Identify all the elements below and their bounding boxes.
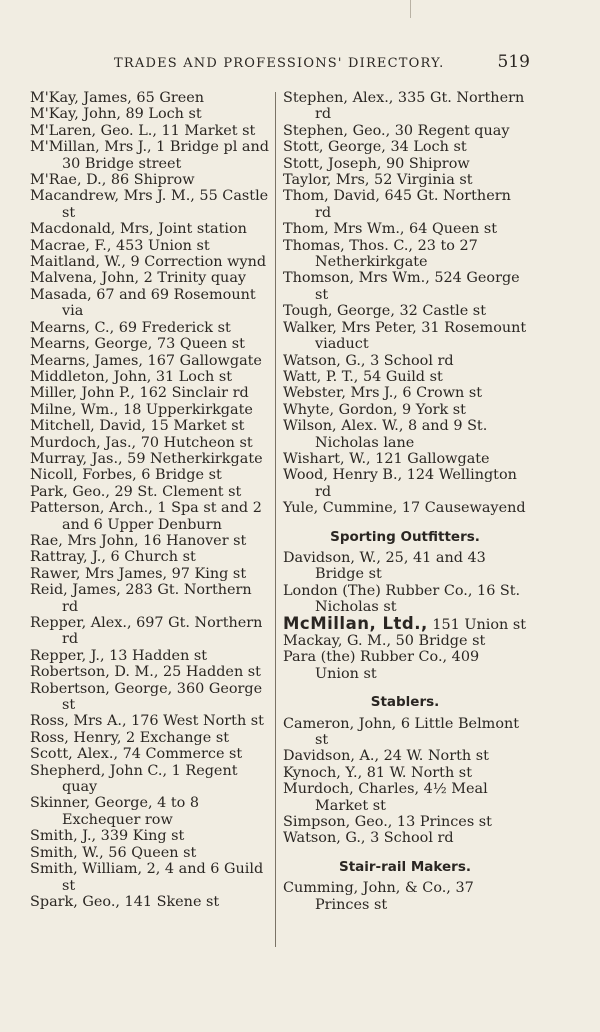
list-item: Smith, W., 56 Queen st bbox=[30, 844, 197, 861]
list-item: Stott, George, 34 Loch st bbox=[283, 139, 467, 156]
list-item: Macdonald, Mrs, Joint station bbox=[30, 221, 247, 238]
list-item: Murray, Jas., 59 Netherkirkgate bbox=[30, 450, 263, 467]
list-item: Taylor, Mrs, 52 Virginia st bbox=[283, 172, 473, 189]
list-item: Yule, Cummine, 17 Causewayend bbox=[283, 500, 526, 517]
mcmillan-address: 151 Union st bbox=[432, 616, 527, 633]
list-item: Robertson, George, 360 George st bbox=[30, 680, 263, 714]
page-number: 519 bbox=[497, 52, 530, 72]
list-item: Stephen, Alex., 335 Gt. Northern rd bbox=[283, 90, 525, 123]
list-item: Masada, 67 and 69 Rosemount via bbox=[30, 286, 256, 320]
list-item: Mearns, C., 69 Frederick st bbox=[30, 319, 231, 336]
list-item: Murdoch, Charles, 4½ Meal Market st bbox=[283, 781, 488, 814]
list-item: Mitchell, David, 15 Market st bbox=[30, 418, 245, 435]
list-item: M'Laren, Geo. L., 11 Market st bbox=[30, 122, 256, 139]
list-item: Watson, G., 3 School rd bbox=[283, 352, 454, 369]
list-item: Shepherd, John C., 1 Regent quay bbox=[30, 762, 238, 796]
list-item: Cameron, John, 6 Little Belmont st bbox=[283, 715, 520, 749]
list-item: Simpson, Geo., 13 Princes st bbox=[283, 814, 492, 831]
list-item: Scott, Alex., 74 Commerce st bbox=[30, 746, 243, 763]
list-item: M'Kay, John, 89 Loch st bbox=[30, 106, 202, 123]
list-item: Watson, G., 3 School rd bbox=[283, 830, 454, 847]
list-item: M'Rae, D., 86 Shiprow bbox=[30, 172, 195, 189]
list-item: Rae, Mrs John, 16 Hanover st bbox=[30, 532, 247, 549]
list-item: Thom, David, 645 Gt. Northern rd bbox=[283, 188, 511, 221]
list-item: Davidson, A., 24 W. North st bbox=[283, 748, 489, 765]
list-item: Repper, Alex., 697 Gt. Northern rd bbox=[30, 615, 263, 648]
list-item: Macandrew, Mrs J. M., 55 Castle st bbox=[30, 188, 269, 221]
list-item: Whyte, Gordon, 9 York st bbox=[283, 401, 466, 418]
list-item: M'Kay, James, 65 Green bbox=[30, 90, 204, 106]
list-item: Robertson, D. M., 25 Hadden st bbox=[30, 664, 261, 681]
list-item: Ross, Mrs A., 176 West North st bbox=[30, 713, 264, 730]
section-heading-stair-rail-makers: Stair-rail Makers. bbox=[338, 858, 472, 875]
list-item: Walker, Mrs Peter, 31 Rosemount viaduct bbox=[283, 319, 527, 353]
list-item: Thomson, Mrs Wm., 524 George st bbox=[283, 270, 520, 303]
list-item: Park, Geo., 29 St. Clement st bbox=[30, 483, 242, 500]
list-item: Rawer, Mrs James, 97 King st bbox=[30, 565, 247, 582]
list-item: Thom, Mrs Wm., 64 Queen st bbox=[283, 221, 498, 238]
page-title: TRADES AND PROFESSIONS' DIRECTORY. bbox=[114, 56, 445, 71]
column-divider bbox=[275, 92, 276, 947]
list-item: Maitland, W., 9 Correction wynd bbox=[30, 254, 267, 271]
left-column bbox=[30, 90, 272, 910]
list-item: Nicoll, Forbes, 6 Bridge st bbox=[30, 467, 222, 484]
page-binding-mark bbox=[410, 0, 411, 18]
list-item: Tough, George, 32 Castle st bbox=[283, 303, 486, 320]
list-item: Watt, P. T., 54 Guild st bbox=[283, 368, 443, 385]
list-item: Miller, John P., 162 Sinclair rd bbox=[30, 385, 249, 402]
list-item: Wood, Henry B., 124 Wellington rd bbox=[283, 467, 517, 500]
section-heading-sporting-outfitters: Sporting Outfitters. bbox=[330, 528, 480, 545]
list-item: Murdoch, Jas., 70 Hutcheon st bbox=[30, 434, 253, 451]
list-item: Smith, J., 339 King st bbox=[30, 828, 185, 845]
list-item: Kynoch, Y., 81 W. North st bbox=[283, 764, 472, 781]
list-item: Davidson, W., 25, 41 and 43 Bridge st bbox=[283, 549, 486, 583]
section-heading-stablers: Stablers. bbox=[370, 694, 440, 711]
list-item: Para (the) Rubber Co., 409 Union st bbox=[283, 649, 480, 682]
list-item: Patterson, Arch., 1 Spa st and 2 and 6 Upper Denburn bbox=[30, 500, 262, 533]
right-column bbox=[283, 90, 527, 913]
list-item: Middleton, John, 31 Loch st bbox=[30, 368, 233, 385]
list-item: Cumming, John, & Co., 37 Princes st bbox=[283, 880, 474, 913]
list-item: Reid, James, 283 Gt. Northern rd bbox=[30, 582, 252, 615]
list-item: Thomas, Thos. C., 23 to 27 Netherkirkgate bbox=[283, 237, 478, 271]
list-item: Spark, Geo., 141 Skene st bbox=[30, 893, 220, 910]
list-item: Milne, Wm., 18 Upperkirkgate bbox=[30, 401, 253, 418]
list-item: Stephen, Geo., 30 Regent quay bbox=[283, 122, 510, 139]
list-item: Ross, Henry, 2 Exchange st bbox=[30, 729, 229, 746]
list-item: Wishart, W., 121 Gallowgate bbox=[283, 450, 490, 467]
list-item: Mearns, James, 167 Gallowgate bbox=[30, 352, 262, 369]
list-item: Malvena, John, 2 Trinity quay bbox=[30, 270, 247, 287]
list-item: Webster, Mrs J., 6 Crown st bbox=[283, 385, 483, 402]
list-item: London (The) Rubber Co., 16 St. Nicholas st bbox=[283, 582, 521, 616]
list-item: Repper, J., 13 Hadden st bbox=[30, 647, 208, 664]
list-item: Stott, Joseph, 90 Shiprow bbox=[283, 155, 470, 172]
list-item: Rattray, J., 6 Church st bbox=[30, 549, 196, 566]
list-item: M'Millan, Mrs J., 1 Bridge pl and 30 Bridge street bbox=[30, 139, 269, 172]
list-item-mcmillan bbox=[283, 613, 527, 633]
list-item: Mackay, G. M., 50 Bridge st bbox=[283, 633, 486, 649]
list-item: Wilson, Alex. W., 8 and 9 St. Nicholas lane bbox=[283, 418, 488, 451]
list-item: Macrae, F., 453 Union st bbox=[30, 237, 210, 254]
page-header bbox=[30, 52, 530, 72]
list-item: Smith, William, 2, 4 and 6 Guild st bbox=[30, 861, 264, 894]
mcmillan-name: McMillan, Ltd., bbox=[283, 613, 428, 633]
list-item: Skinner, George, 4 to 8 Exchequer row bbox=[30, 795, 200, 828]
list-item: Mearns, George, 73 Queen st bbox=[30, 336, 245, 353]
